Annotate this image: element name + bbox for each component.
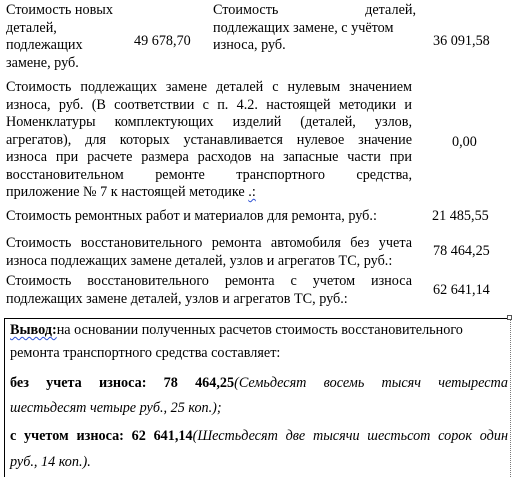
repair-works-value: 21 485,55 [432,208,489,224]
zero-wear-line: износа, руб. (В соответствии с п. 4.2. настоящей методики и [6,96,412,113]
no-wear-words: (Семьдесят восемь тысяч четыреста [234,375,509,391]
repair-no-wear-label [6,235,412,270]
no-wear-label: без учета износа: [10,375,147,391]
repair-no-wear-value: 78 464,25 [433,243,490,259]
repair-works-label: Стоимость ремонтных работ и материалов для ремонта, руб.: [6,208,377,224]
repair-no-wear-line1: Стоимость восстановительного ремонта автомобиля без учета [6,235,412,251]
worn-parts-label-line1 [213,2,416,20]
zero-wear-line: износа при расчете размера расходов на запасные части при [6,149,412,165]
with-wear-line1 [10,425,508,447]
with-wear-line2: руб., 14 коп.). [10,454,91,470]
no-wear-line1 [10,372,508,394]
repair-with-wear-label [6,273,412,308]
new-parts-label-line: деталей, [6,19,57,36]
zero-wear-line: восстановительном ремонте транспортного средства, [6,166,412,183]
new-parts-label-line: замене, руб. [6,54,79,71]
zero-wear-label [6,79,412,202]
zero-wear-last-suffix: .: [248,184,256,200]
no-wear-line2: шестьдесят четыре руб., 25 коп.); [10,400,222,416]
conclusion-heading: Вывод: [10,322,57,338]
worn-parts-label-word: Стоимость [213,2,279,18]
conclusion-intro-line1 [10,319,508,341]
repair-with-wear-line2: подлежащих замене деталей, узлов и агрегатов ТС, руб.: [6,290,348,307]
worn-parts-label [213,2,416,55]
new-parts-label-line: Стоимость новых [6,2,113,18]
with-wear-value: 62 641,14 [131,428,193,444]
with-wear-words: (Шестьдесят две тысячи шестьсот сорок один [192,428,508,444]
repair-with-wear-value: 62 641,14 [433,282,490,298]
worn-parts-value: 36 091,58 [433,33,490,49]
zero-wear-last-line [6,184,412,202]
zero-wear-line: Номенклатуры комплектующих изделий (деталей, узлов, [6,114,412,130]
new-parts-label [6,2,113,72]
new-parts-label-line: подлежащих [6,37,83,53]
conclusion-intro-text: на основании полученных расчетов стоимость восстановительного [56,322,463,338]
worn-parts-label-line3: износа, руб. [213,37,286,53]
worn-parts-label-word: деталей, [365,2,416,18]
conclusion-intro-line2: ремонта транспортного средства составляет: [10,345,281,361]
new-parts-value: 49 678,70 [134,33,191,49]
zero-wear-line: агрегатов), для которых устанавливается нулевое значение [6,131,412,148]
no-wear-value: 78 464,25 [163,375,235,391]
repair-with-wear-line1: Стоимость восстановительного ремонта с учетом износа [6,273,412,289]
zero-wear-value: 0,00 [452,134,477,150]
repair-no-wear-line2: износа подлежащих замене деталей, узлов и агрегатов ТС, руб.: [6,252,393,269]
zero-wear-line: Стоимость подлежащих замене деталей с нулевым значением [6,79,412,95]
with-wear-label: с учетом износа: [10,428,124,444]
zero-wear-last-text: приложение № 7 к настоящей методике [6,184,245,200]
worn-parts-label-line2: подлежащих замене, с учётом [213,19,394,36]
